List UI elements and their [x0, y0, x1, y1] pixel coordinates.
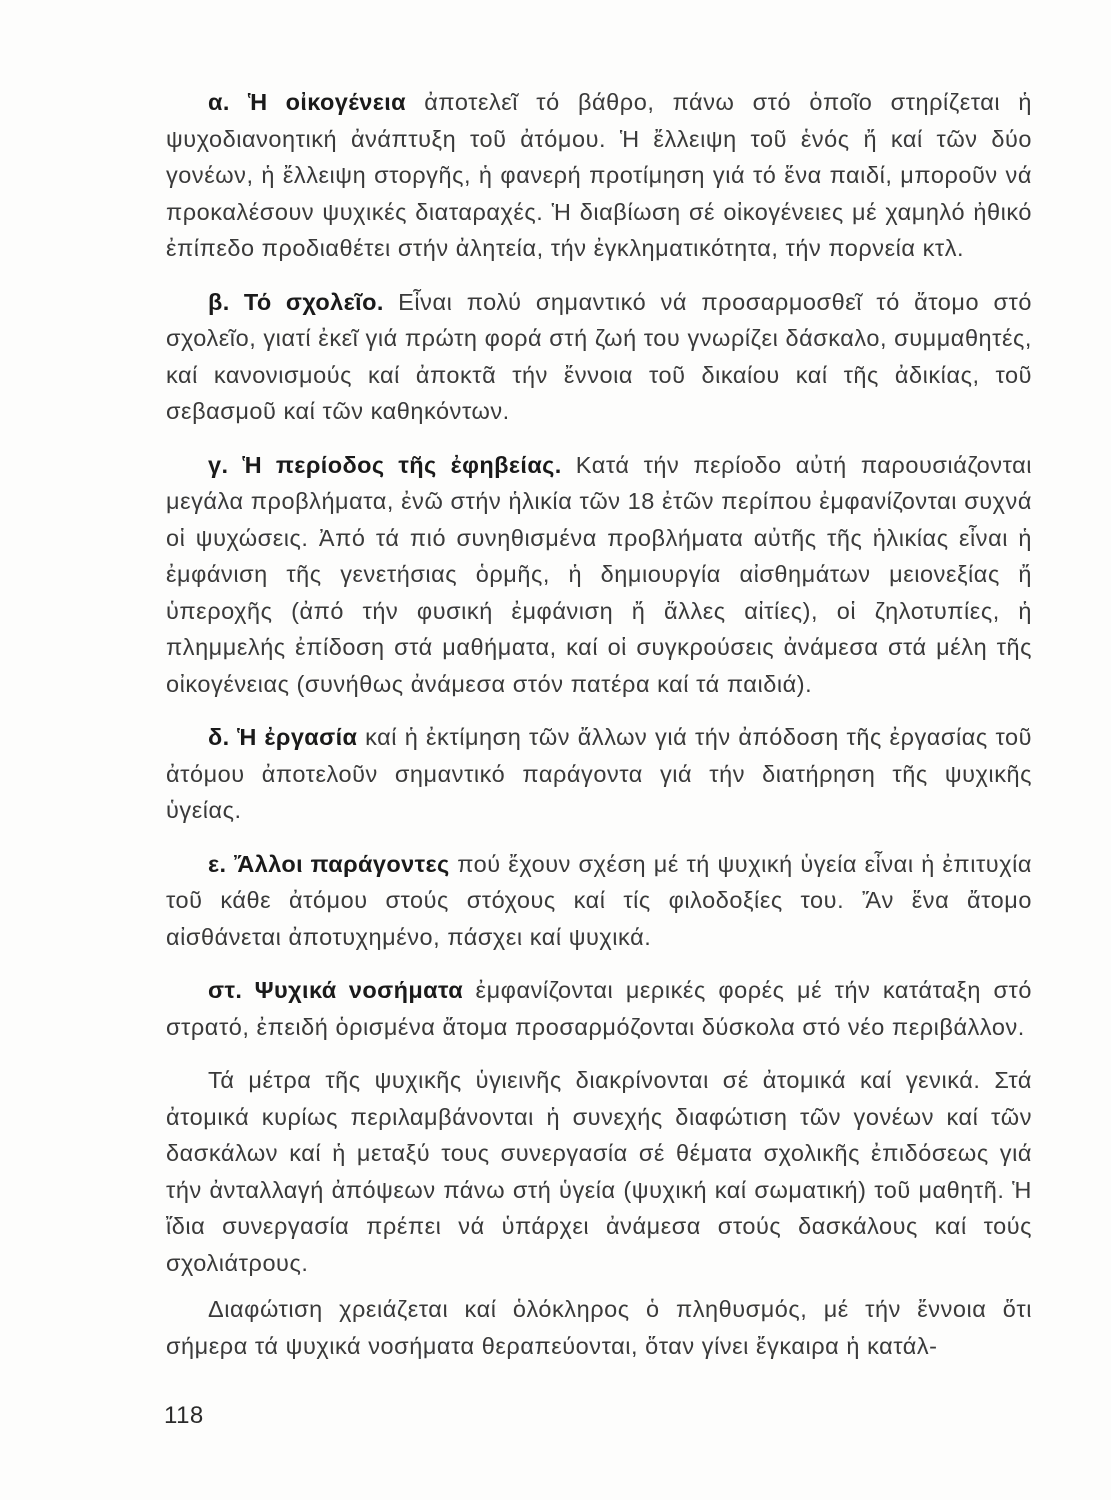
- page-body-text: [166, 84, 1032, 1381]
- page-number: 118: [164, 1402, 204, 1429]
- paragraph-lead: γ. Ἡ περίοδος τῆς ἐφηβείας.: [208, 451, 562, 478]
- paragraph-text: καί ἡ ἐκτίμηση τῶν ἄλλων γιά τήν ἀπόδοση τῆς ἐργασίας τοῦ ἀτόμου ἀποτελοῦν σημαντικό παράγοντα γιά τήν διατήρηση τῆς ψυχικῆς ὑγείας.: [166, 724, 1032, 823]
- paragraph-work: [166, 719, 1032, 829]
- paragraph-lead: β. Τό σχολεῖο.: [208, 288, 384, 315]
- paragraph-adolescence: [166, 447, 1032, 703]
- paragraph-school: [166, 284, 1032, 430]
- paragraph-text: πού ἔχουν σχέση μέ τή ψυχική ὑγεία εἶναι ἡ ἐπιτυχία τοῦ κάθε ἀτόμου στούς στόχους καί τίς φιλοδοξίες του. Ἄν ἕνα ἄτομο αἰσθάνεται ἀποτυχημένο, πάσχει καί ψυχικά.: [166, 850, 1032, 950]
- paragraph-lead: στ. Ψυχικά νοσήματα: [208, 977, 464, 1003]
- paragraph-lead: δ. Ἡ ἐργασία: [208, 724, 358, 750]
- paragraph-text: ἀποτελεῖ τό βάθρο, πάνω στό ὁποῖο στηρίζεται ἡ ψυχοδιανοητική ἀνάπτυξη τοῦ ἀτόμου. Ἡ ἔλλειψη τοῦ ἑνός ἤ καί τῶν δύο γονέων, ἡ ἔλλειψη στοργῆς, ἡ φανερή προτίμηση γιά τό ἕνα παιδί, μποροῦν νά προκαλέσουν ψυχικές διαταραχές. Ἡ διαβίωση σέ οἰκογένειες μέ χαμηλό ἠθικό ἐπίπεδο προδιαθέτει στήν ἀλητεία, τήν ἐγκληματικότητα, τήν πορνεία κτλ.: [166, 89, 1033, 261]
- paragraph-lead: α. Ἡ οἰκογένεια: [208, 89, 407, 115]
- paragraph-mental-illness: [166, 972, 1032, 1045]
- paragraph-hygiene-measures: [166, 1062, 1032, 1281]
- paragraph-family: [166, 84, 1032, 267]
- paragraph-text: Κατά τήν περίοδο αὐτή παρουσιάζονται μεγάλα προβλήματα, ἐνῶ στήν ἡλικία τῶν 18 ἐτῶν περίπου ἐμφανίζονται συχνά οἱ ψυχώσεις. Ἀπό τά πιό συνηθισμένα προβλήματα αὐτῆς τῆς ἡλικίας εἶναι ἡ ἐμφάνιση τῆς γενετήσιας ὁρμῆς, ἡ δημιουργία αἰσθημάτων μειονεξίας ἤ ὑπεροχῆς (ἀπό τήν φυσική ἐμφάνιση ἤ ἄλλες αἰτίες), οἱ ζηλοτυπίες, ἡ πλημμελής ἐπίδοση στά μαθήματα, καί οἱ συγκρούσεις ἀνάμεσα στά μέλη τῆς οἰκογένειας (συνήθως ἀνάμεσα στόν πατέρα καί τά παιδιά).: [166, 451, 1032, 697]
- paragraph-lead: ε. Ἄλλοι παράγοντες: [208, 850, 450, 877]
- paragraph-other-factors: [166, 846, 1032, 956]
- paragraph-text: Τά μέτρα τῆς ψυχικῆς ὑγιεινῆς διακρίνονται σέ ἀτομικά καί γενικά. Στά ἀτομικά κυρίως περιλαμβάνονται ἡ συνεχής διαφώτιση τῶν γονέων καί τῶν δασκάλων καί ἡ μεταξύ τους συνεργασία σέ θέματα σχολικῆς ἐπιδόσεως γιά τήν ἀνταλλαγή ἀπόψεων πάνω στή ὑγεία (ψυχική καί σωματική) τοῦ μαθητῆ. Ἡ ἴδια συνεργασία πρέπει νά ὑπάρχει ἀνάμεσα στούς δασκάλους καί τούς σχολιάτρους.: [166, 1067, 1032, 1276]
- paragraph-text: Εἶναι πολύ σημαντικό νά προσαρμοσθεῖ τό ἄτομο στό σχολεῖο, γιατί ἐκεῖ γιά πρώτη φορά στή ζωή του γνωρίζει δάσκαλο, συμμαθητές, καί κανονισμούς καί ἀποκτᾶ τήν ἔννοια τοῦ δικαίου καί τῆς ἀδικίας, τοῦ σεβασμοῦ καί τῶν καθηκόντων.: [166, 288, 1032, 424]
- paragraph-public-awareness: [166, 1291, 1032, 1364]
- paragraph-text: Διαφώτιση χρειάζεται καί ὁλόκληρος ὁ πληθυσμός, μέ τήν ἔννοια ὅτι σήμερα τά ψυχικά νοσήματα θεραπεύονται, ὅταν γίνει ἔγκαιρα ἡ κατάλ-: [166, 1296, 1032, 1359]
- paragraph-text: ἐμφανίζονται μερικές φορές μέ τήν κατάταξη στό στρατό, ἐπειδή ὁρισμένα ἄτομα προσαρμόζονται δύσκολα στό νέο περιβάλλον.: [166, 977, 1032, 1040]
